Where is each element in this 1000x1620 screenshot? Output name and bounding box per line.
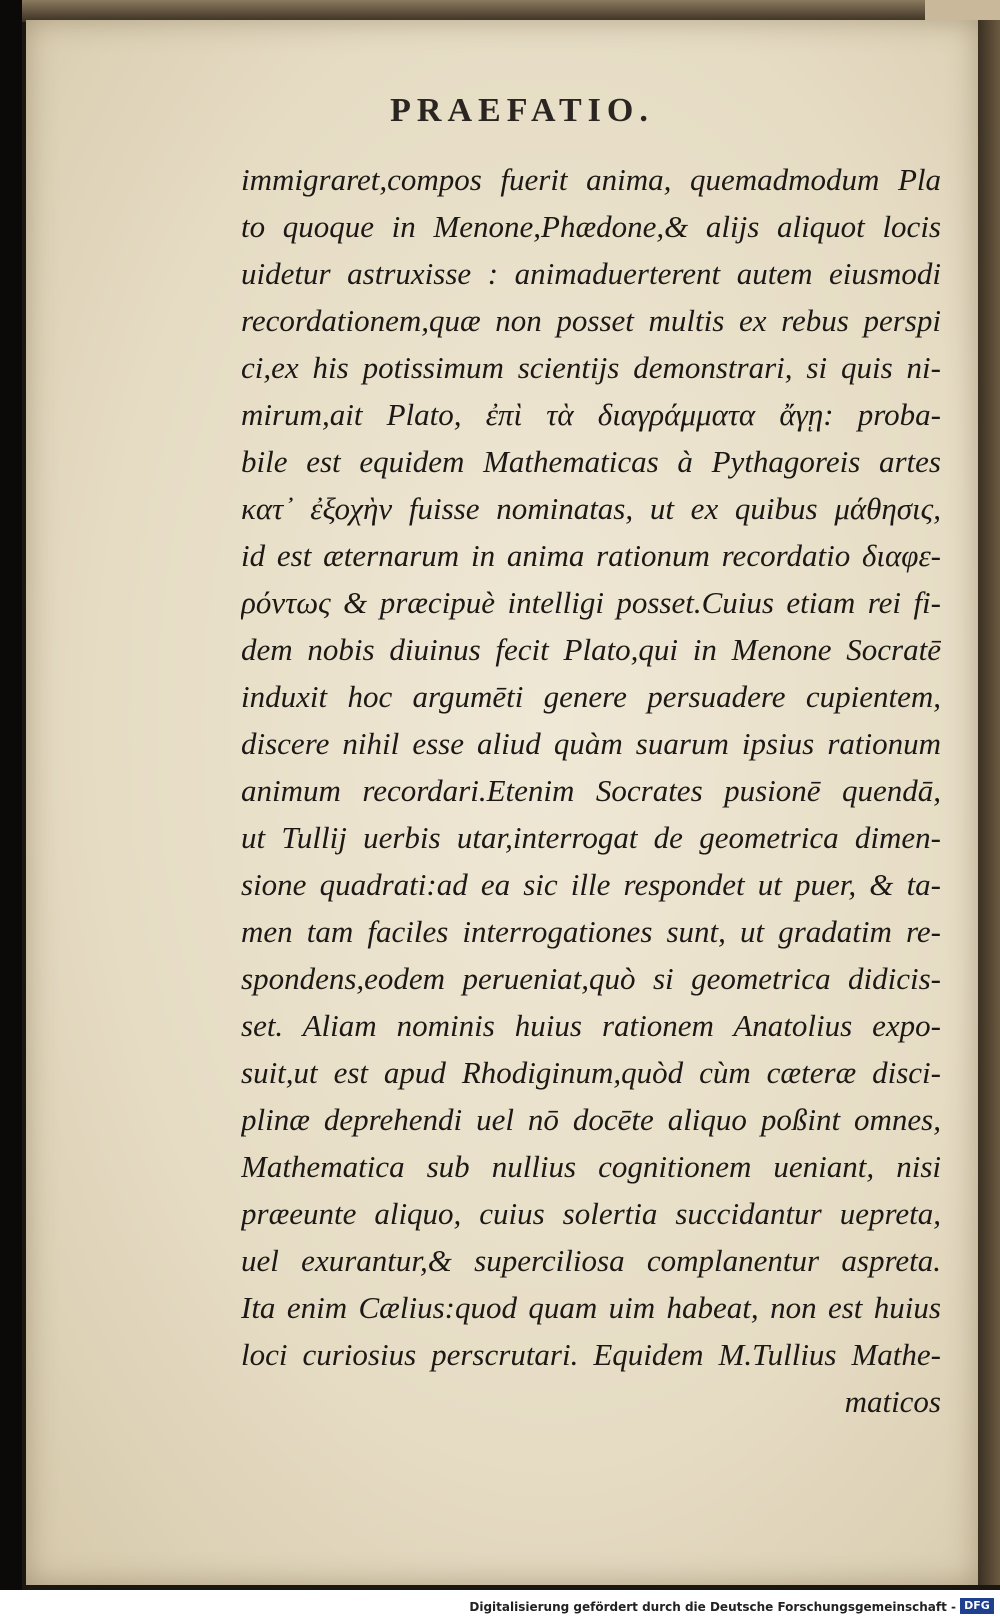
scan-left-margin [0,0,22,1590]
text-line: discere nihil esse aliud quàm suarum ipsius rationum [241,726,941,761]
text-line: uel exurantur,& superciliosa complanentur aspreta. [241,1243,941,1278]
text-line: κατ᾽ ἐξοχὴν fuisse nominatas, ut ex quibus μάθησις, [241,491,941,526]
text-line: mirum,ait Plato, ἐπὶ τὰ διαγράμματα ἄγῃ: proba- [241,397,941,432]
text-line: uidetur astruxisse : animaduerterent autem eiusmodi [241,256,941,291]
text-line: immigraret,compos fuerit anima, quemadmodum Pla [241,162,941,197]
book-top-edge [22,0,1000,22]
text-line: præeunte aliquo, cuius solertia succidantur uepreta, [241,1196,941,1231]
text-line: plinæ deprehendi uel nō docēte aliquo poßint omnes, [241,1102,941,1137]
dfg-logo: DFG [960,1598,994,1614]
text-line: sione quadrati:ad ea sic ille respondet ut puer, & ta- [241,867,941,902]
body-text [241,156,941,1425]
text-line: induxit hoc argumēti genere persuadere cupientem, [241,679,941,714]
text-line: spondens,eodem perueniat,quò si geometrica didicis- [241,961,941,996]
book-fore-edge [978,20,1000,1585]
text-line: set. Aliam nominis huius rationem Anatolius expo- [241,1008,941,1043]
text-line: Ita enim Cælius:quod quam uim habeat, non est huius [241,1290,941,1325]
digitization-footer [0,1590,1000,1620]
text-line: bile est equidem Mathematicas à Pythagoreis artes [241,444,941,479]
text-line: ci,ex his potissimum scientijs demonstrari, si quis ni- [241,350,941,385]
text-line: recordationem,quæ non posset multis ex rebus perspi [241,303,941,338]
book-page [26,20,978,1585]
catchword: maticos [844,1384,941,1419]
running-title: PRAEFATIO. [390,92,654,129]
funding-credit: Digitalisierung gefördert durch die Deutsche Forschungsgemeinschaft - [469,1600,956,1614]
text-line: dem nobis diuinus fecit Plato,qui in Menone Socratē [241,632,941,667]
text-line: men tam faciles interrogationes sunt, ut gradatim re- [241,914,941,949]
text-line: Mathematica sub nullius cognitionem ueniant, nisi [241,1149,941,1184]
cover-corner [925,0,1000,22]
text-line: suit,ut est apud Rhodiginum,quòd cùm cæteræ disci- [241,1055,941,1090]
text-line: animum recordari.Etenim Socrates pusionē quendā, [241,773,941,808]
text-line: loci curiosius perscrutari. Equidem M.Tullius Mathe- [241,1337,941,1372]
text-line: id est æternarum in anima rationum recordatio διαφε- [241,538,941,573]
text-line: ut Tullij uerbis utar,interrogat de geometrica dimen- [241,820,941,855]
text-line: to quoque in Menone,Phædone,& alijs aliquot locis [241,209,941,244]
text-line: ρόντως & præcipuè intelligi posset.Cuius etiam rei fi- [241,585,941,620]
